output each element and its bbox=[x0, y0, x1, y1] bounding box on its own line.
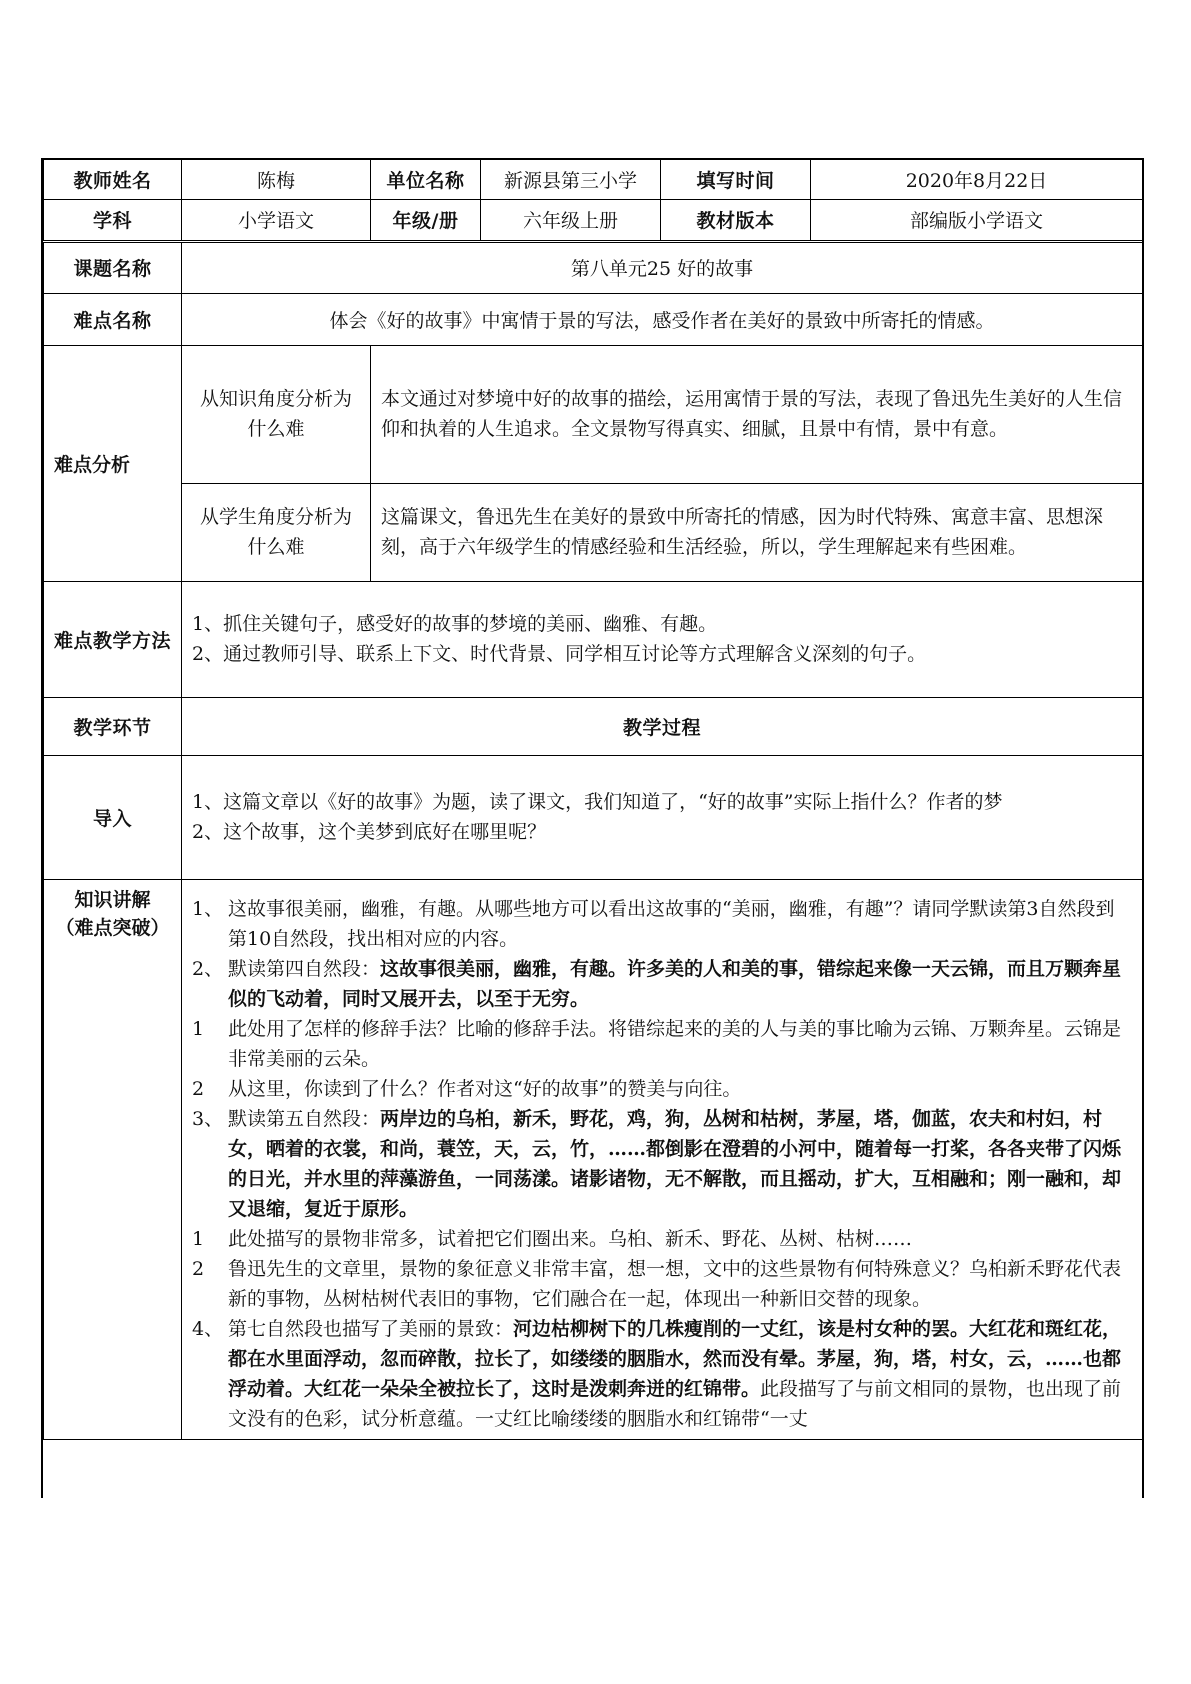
subject-label: 学科 bbox=[44, 199, 182, 241]
methods-row bbox=[44, 581, 1143, 697]
topic-row bbox=[44, 241, 1143, 293]
knowledge-content bbox=[182, 879, 1143, 1439]
date-label: 填写时间 bbox=[661, 159, 811, 199]
item-text: 此处用了怎样的修辞手法？比喻的修辞手法。将错综起来的美的人与美的事比喻为云锦、万颗奔星。云锦是非常美丽的云朵。 bbox=[228, 1017, 1122, 1070]
item-number: 3、 bbox=[192, 1107, 224, 1130]
analysis-label: 难点分析 bbox=[44, 345, 182, 581]
topic-value: 第八单元25 好的故事 bbox=[182, 241, 1143, 293]
info-row-2 bbox=[44, 199, 1143, 241]
intro-row bbox=[44, 755, 1143, 879]
item-number: 1、 bbox=[192, 897, 224, 920]
analysis-knowledge-row bbox=[44, 345, 1143, 483]
process-label: 教学过程 bbox=[182, 697, 1143, 755]
difficulty-value: 体会《好的故事》中寓情于景的写法，感受作者在美好的景致中所寄托的情感。 bbox=[182, 293, 1143, 345]
stage-label: 教学环节 bbox=[44, 697, 182, 755]
item-number: 1 bbox=[192, 1017, 205, 1040]
date-value: 2020年8月22日 bbox=[811, 159, 1143, 199]
item-number: 4、 bbox=[192, 1317, 224, 1340]
item-text: 默读第四自然段：这故事很美丽，幽雅，有趣。许多美的人和美的事，错综起来像一天云锦，而且万颗奔星似的飞动着，同时又展开去，以至于无穷。 bbox=[228, 957, 1122, 1010]
item-text: 鲁迅先生的文章里，景物的象征意义非常丰富，想一想，文中的这些景物有何特殊意义？乌桕新禾野花代表新的事物，丛树枯树代表旧的事物，它们融合在一起，体现出一种新旧交替的现象。 bbox=[228, 1257, 1122, 1310]
teacher-label: 教师姓名 bbox=[44, 159, 182, 199]
lesson-table bbox=[43, 158, 1143, 1440]
knowledge-item bbox=[192, 1104, 1132, 1224]
item-number: 1 bbox=[192, 1227, 205, 1250]
item-text: 默读第五自然段：两岸边的乌桕，新禾，野花，鸡，狗，丛树和枯树，茅屋，塔，伽蓝，农夫和村妇，村女，晒着的衣裳，和尚，蓑笠，天，云，竹，……都倒影在澄碧的小河中，随着每一打桨，各各夹带了闪烁的日光，并水里的萍藻游鱼，一同荡漾。诸影诸物，无不解散，而且摇动，扩大，互相融和；刚一融和，却又退缩，复近于原形。 bbox=[228, 1107, 1122, 1220]
intro-line-2: 2、这个故事，这个美梦到底好在哪里呢？ bbox=[192, 821, 547, 843]
knowledge-angle-text: 本文通过对梦境中好的故事的描绘，运用寓情于景的写法，表现了鲁迅先生美好的人生信仰和执着的人生追求。全文景物写得真实、细腻，且景中有情，景中有意。 bbox=[371, 345, 1143, 483]
knowledge-row bbox=[44, 879, 1143, 1439]
teacher-value: 陈梅 bbox=[182, 159, 371, 199]
knowledge-item bbox=[192, 1074, 1132, 1104]
knowledge-label-1: 知识讲解 bbox=[74, 888, 151, 911]
knowledge-item bbox=[192, 1224, 1132, 1254]
knowledge-item bbox=[192, 894, 1132, 954]
intro-content bbox=[182, 755, 1143, 879]
process-header-row bbox=[44, 697, 1143, 755]
grade-value: 六年级上册 bbox=[481, 199, 661, 241]
knowledge-label-cell bbox=[44, 879, 182, 1439]
item-number: 2、 bbox=[192, 957, 224, 980]
grade-label: 年级/册 bbox=[371, 199, 481, 241]
knowledge-item bbox=[192, 954, 1132, 1014]
knowledge-item bbox=[192, 1254, 1132, 1314]
item-number: 2 bbox=[192, 1077, 205, 1100]
item-number: 2 bbox=[192, 1257, 205, 1280]
unit-label: 单位名称 bbox=[371, 159, 481, 199]
methods-label: 难点教学方法 bbox=[44, 581, 182, 697]
edition-value: 部编版小学语文 bbox=[811, 199, 1143, 241]
item-text: 从这里，你读到了什么？作者对这“好的故事”的赞美与向往。 bbox=[228, 1077, 742, 1100]
knowledge-label-2: （难点突破） bbox=[55, 916, 170, 939]
unit-value: 新源县第三小学 bbox=[481, 159, 661, 199]
info-row-1 bbox=[44, 159, 1143, 199]
analysis-student-row bbox=[44, 483, 1143, 581]
item-text: 此处描写的景物非常多，试着把它们圈出来。乌桕、新禾、野花、丛树、枯树…… bbox=[228, 1227, 913, 1250]
knowledge-angle-label: 从知识角度分析为什么难 bbox=[182, 345, 371, 483]
difficulty-row bbox=[44, 293, 1143, 345]
intro-line-1: 1、这篇文章以《好的故事》为题，读了课文，我们知道了，“好的故事”实际上指什么？作者的梦 bbox=[192, 791, 1003, 813]
knowledge-item bbox=[192, 1314, 1132, 1434]
item-text: 第七自然段也描写了美丽的景致：河边枯柳树下的几株瘦削的一丈红，该是村女种的罢。大红花和斑红花，都在水里面浮动，忽而碎散，拉长了，如缕缕的胭脂水，然而没有晕。茅屋，狗，塔，村女，云，……也都浮动着。大红花一朵朵全被拉长了，这时是泼刺奔迸的红锦带。此段描写了与前文相同的景物，也出现了前文没有的色彩，试分析意蕴。一丈红比喻缕缕的胭脂水和红锦带“一丈 bbox=[228, 1317, 1122, 1430]
difficulty-label: 难点名称 bbox=[44, 293, 182, 345]
knowledge-item bbox=[192, 1014, 1132, 1074]
intro-label: 导入 bbox=[44, 755, 182, 879]
methods-line-1: 1、抓住关键句子，感受好的故事的梦境的美丽、幽雅、有趣。 bbox=[192, 613, 718, 635]
subject-value: 小学语文 bbox=[182, 199, 371, 241]
student-angle-text: 这篇课文，鲁迅先生在美好的景致中所寄托的情感，因为时代特殊、寓意丰富、思想深刻，高于六年级学生的情感经验和生活经验，所以，学生理解起来有些困难。 bbox=[371, 483, 1143, 581]
item-text: 这故事很美丽，幽雅，有趣。从哪些地方可以看出这故事的“美丽，幽雅，有趣”？请同学默读第3自然段到第10自然段，找出相对应的内容。 bbox=[228, 897, 1115, 950]
topic-label: 课题名称 bbox=[44, 241, 182, 293]
methods-content bbox=[182, 581, 1143, 697]
methods-line-2: 2、通过教师引导、联系上下文、时代背景、同学相互讨论等方式理解含义深刻的句子。 bbox=[192, 643, 927, 665]
edition-label: 教材版本 bbox=[661, 199, 811, 241]
student-angle-label: 从学生角度分析为什么难 bbox=[182, 483, 371, 581]
lesson-sheet bbox=[41, 158, 1144, 1498]
